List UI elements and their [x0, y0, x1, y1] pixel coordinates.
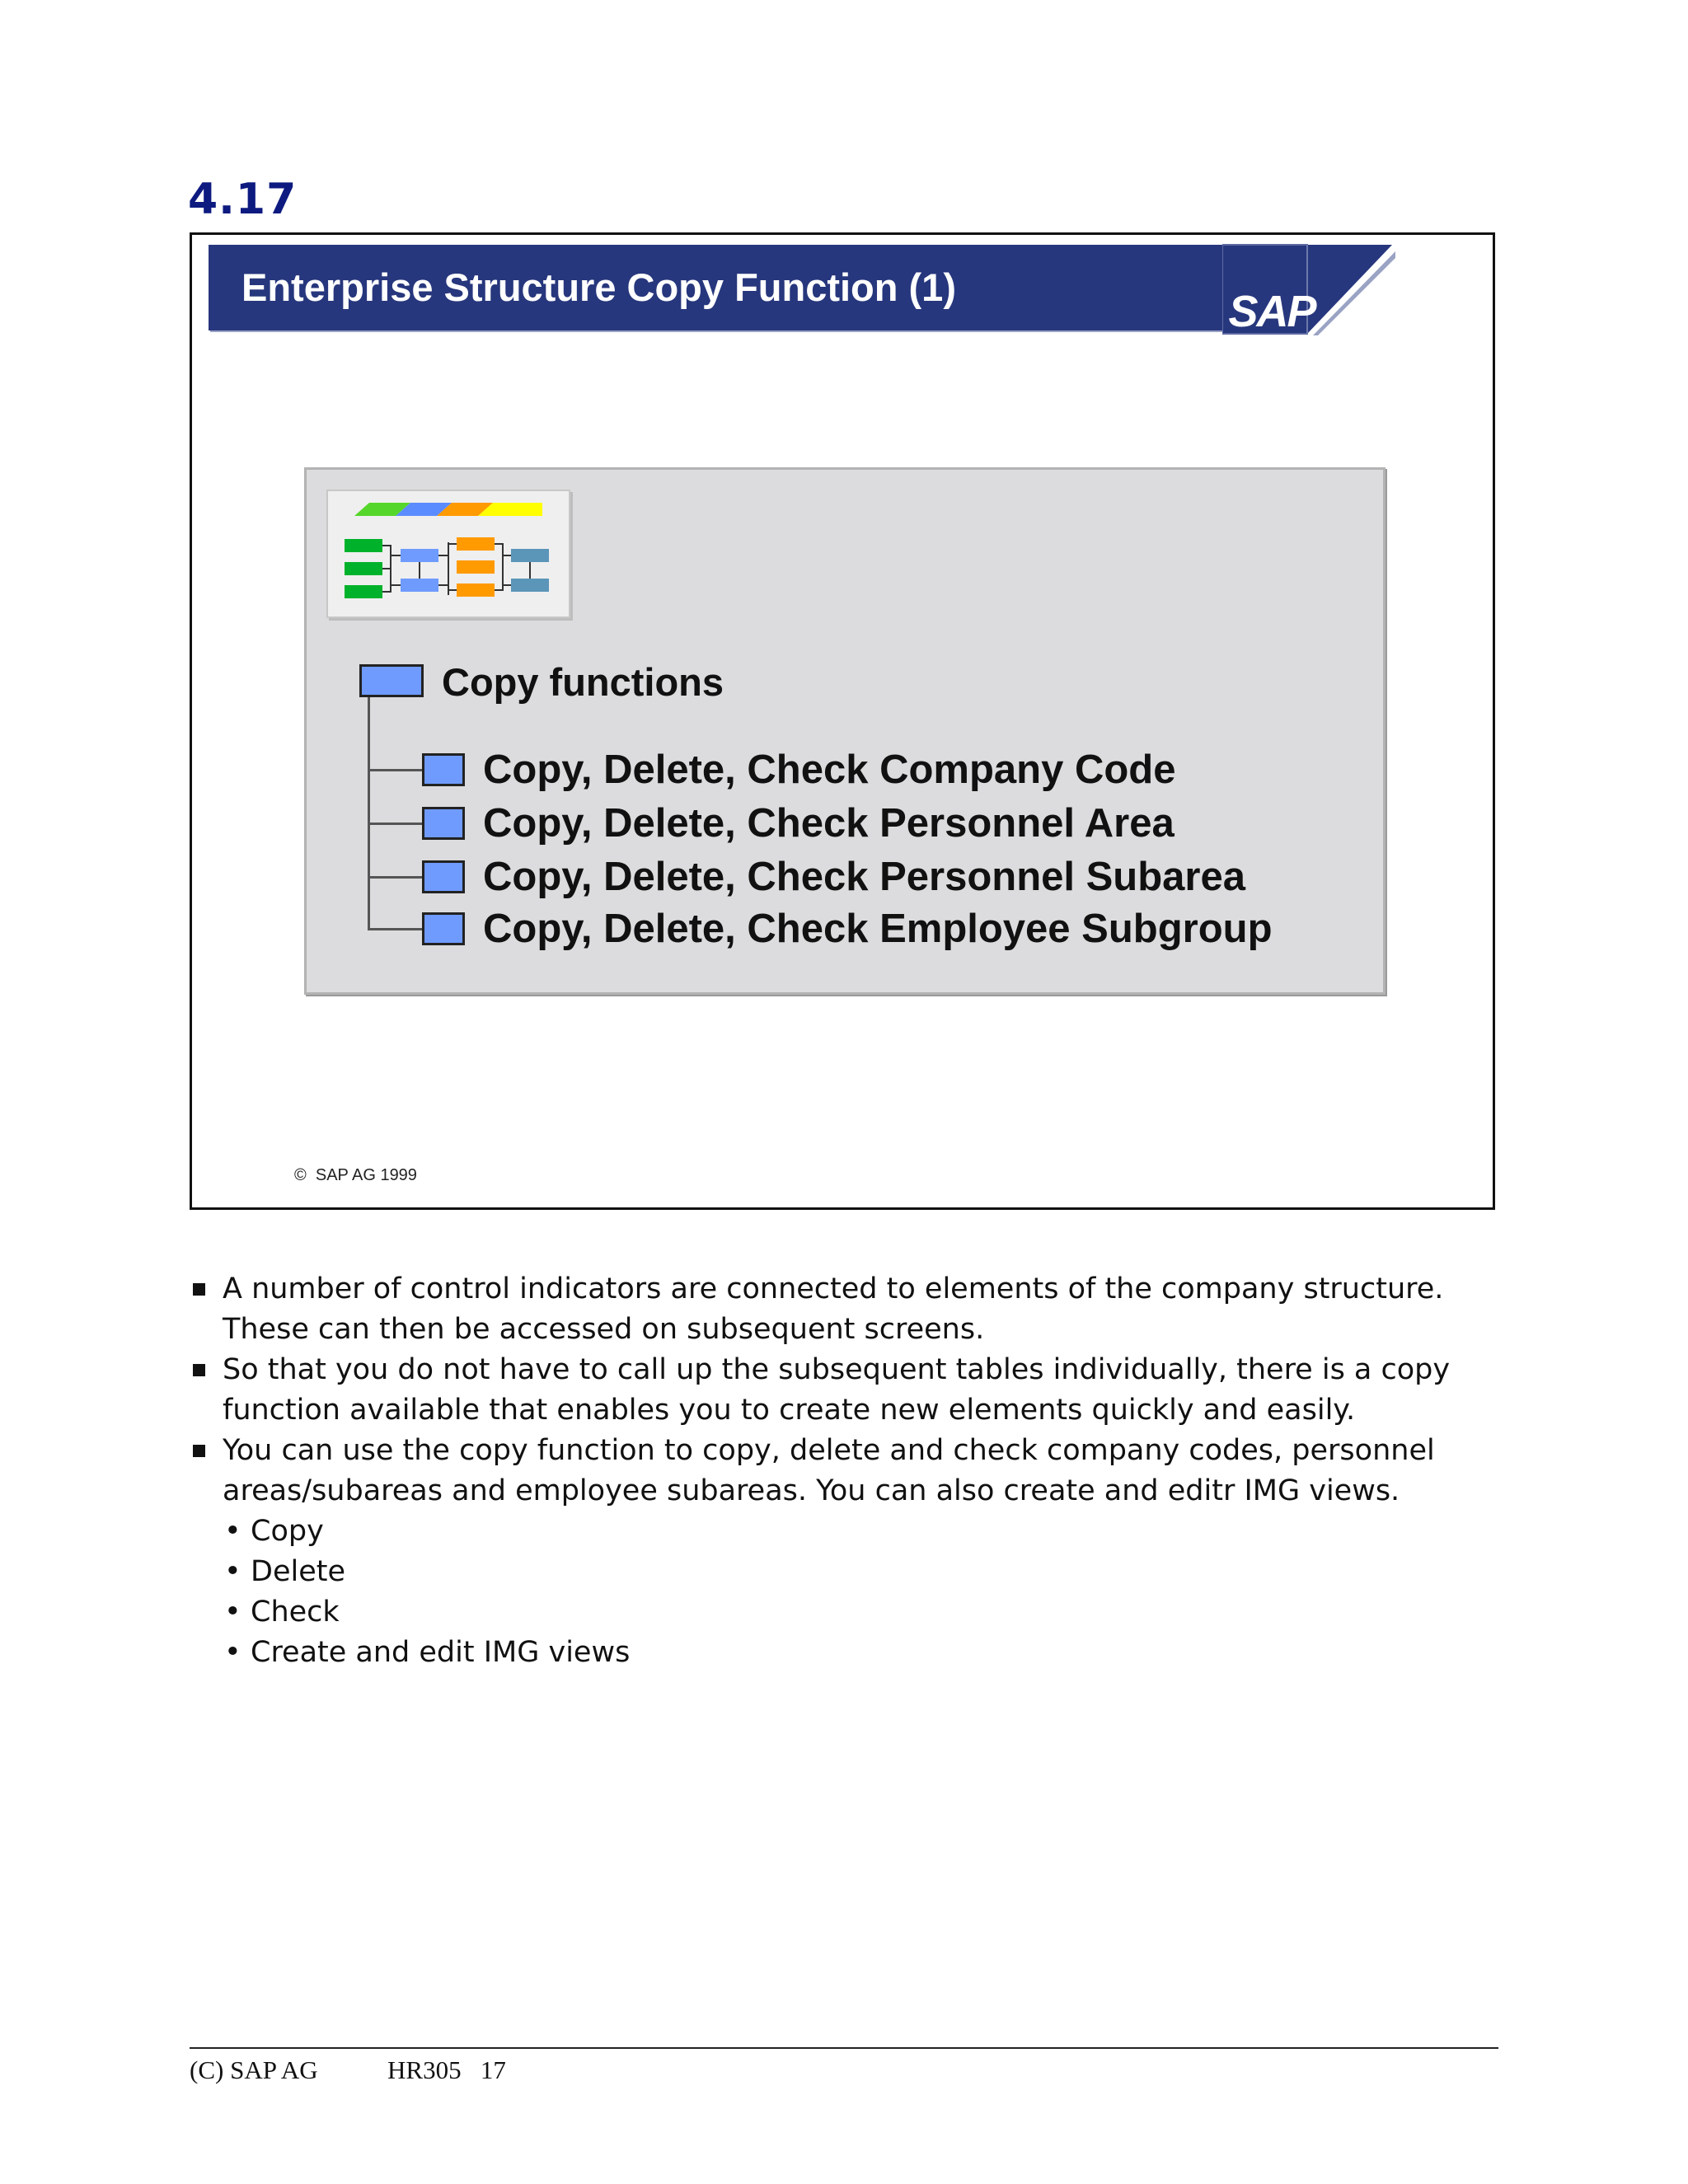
slide-title: Enterprise Structure Copy Function (1): [241, 265, 956, 309]
note-text: So that you do not have to call up the subsequent tables individually, there is a copy function available that enables you to create new elements quickly and easily.: [223, 1353, 1451, 1427]
dot-bullet-icon: •: [224, 1555, 241, 1588]
note-text: You can use the copy function to copy, delete and check company codes, personnel areas/subareas and employee subareas. You can also create and editr IMG views.: [223, 1434, 1435, 1507]
tree-connector: [368, 823, 422, 825]
copy-functions-panel: [304, 467, 1386, 995]
note-text: A number of control indicators are connected to elements of the company structure. These can then be accessed on subsequent screens.: [223, 1272, 1444, 1346]
tree-item-personnel-subarea: Copy, Delete, Check Personnel Subarea: [483, 855, 1245, 899]
tree-connector-vertical: [368, 697, 370, 928]
dot-bullet-icon: •: [224, 1596, 241, 1629]
copyright-text: SAP AG 1999: [315, 1166, 417, 1184]
tree-connector: [368, 769, 422, 771]
sub-bullet-text: Delete: [251, 1555, 345, 1588]
sub-bullet-item: [191, 1511, 1510, 1552]
footer-course-page: [387, 2055, 506, 2085]
note-item: [191, 1269, 1510, 1350]
sub-bullet-text: Create and edit IMG views: [251, 1636, 631, 1669]
footer-copyright: (C) SAP AG: [190, 2055, 318, 2084]
tree-node-icon: [422, 807, 465, 840]
tree-node-icon: [422, 753, 465, 786]
note-item: [191, 1431, 1510, 1511]
sub-bullet-item: [191, 1592, 1510, 1633]
sub-bullet-item: [191, 1633, 1510, 1673]
structure-diagram-graphic: [328, 491, 569, 616]
slide-frame: [190, 232, 1495, 1210]
note-item: [191, 1350, 1510, 1431]
footer-course: HR305: [387, 2055, 462, 2084]
tree-item-company-code: Copy, Delete, Check Company Code: [483, 748, 1176, 792]
footer-page-number: 17: [480, 2055, 506, 2084]
dot-bullet-icon: •: [224, 1636, 241, 1669]
slide-copyright: [294, 1166, 417, 1185]
notes-list: [191, 1269, 1510, 1673]
sub-bullet-text: Copy: [251, 1515, 324, 1548]
sub-bullet-item: [191, 1552, 1510, 1592]
sub-bullet-text: Check: [251, 1596, 340, 1629]
tree-connector: [368, 928, 422, 930]
dot-bullet-icon: •: [224, 1515, 241, 1548]
tree-item-personnel-area: Copy, Delete, Check Personnel Area: [483, 801, 1175, 846]
tree-connector: [368, 876, 422, 879]
square-bullet-icon: [193, 1445, 205, 1457]
tree-node-icon: [422, 860, 465, 893]
tree-node-icon: [422, 912, 465, 945]
square-bullet-icon: [193, 1364, 205, 1376]
copyright-symbol: ©: [294, 1166, 307, 1184]
square-bullet-icon: [193, 1283, 205, 1296]
sap-logo-text: SAP: [1228, 287, 1315, 336]
tree-item-employee-subgroup: Copy, Delete, Check Employee Subgroup: [483, 907, 1273, 951]
section-number: 4.17: [188, 175, 298, 224]
tree-root-node-icon: [359, 664, 424, 697]
footer-rule: [190, 2047, 1498, 2049]
structure-diagram-icon: [326, 490, 570, 618]
tree-root-label: Copy functions: [442, 660, 724, 704]
